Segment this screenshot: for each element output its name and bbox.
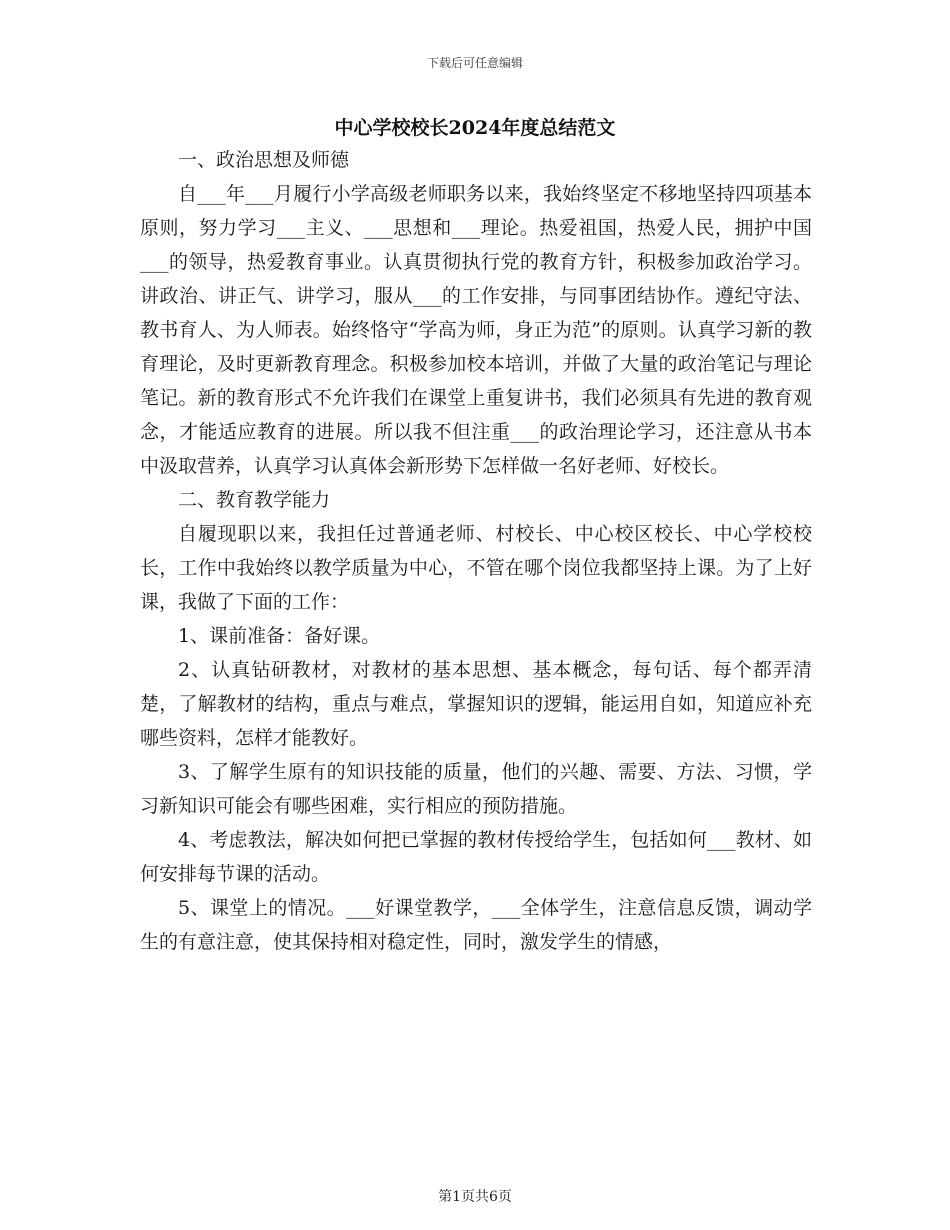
paragraph: 自___年___月履行小学高级老师职务以来，我始终坚定不移地坚持四项基本原则，努力学习___主义、___思想和___理论。热爱祖国，热爱人民，拥护中国___的领导，热爱教育事业。认真贯彻执行党的教育方针，积极参加政治学习。讲政治、讲正气、讲学习，服从___的工作安排，与同事团结协作。遵纪守法、教书育人、为人师表。始终恪守“学高为师，身正为范”的原则。认真学习新的教育理论，及时更新教育理念。积极参加校本培训，并做了大量的政治笔记与理论笔记。新的教育形式不允许我们在课堂上重复讲书，我们必须具有先进的教育观念，才能适应教育的进展。所以我不但注重___的政治理论学习，还注意从书本中汲取营养，认真学习认真体会新形势下怎样做一名好老师、好校长。 [140,183,812,477]
header-note: 下载后可任意编辑 [426,56,523,70]
list-item: 5、课堂上的情况。___好课堂教学，___全体学生，注意信息反馈，调动学生的有意注意，使其保持相对稳定性，同时，激发学生的情感， [140,897,812,953]
document-title: 中心学校校长2024年度总结范文 [334,117,616,139]
list-item: 2、认真钻研教材，对教材的基本思想、基本概念，每句话、每个都弄清楚，了解教材的结构，重点与难点，掌握知识的逻辑，能运用自如，知道应补充哪些资料，怎样才能教好。 [140,659,812,749]
document-body [140,143,812,959]
section-heading-2: 二、教育教学能力 [178,489,331,511]
page-number: 第1页共6页 [438,1189,512,1205]
section-heading-1: 一、政治思想及师德 [178,149,350,171]
paragraph: 自履现职以来，我担任过普通老师、村校长、中心校区校长、中心学校校长，工作中我始终以教学质量为中心，不管在哪个岗位我都坚持上课。为了上好课，我做了下面的工作： [140,523,812,613]
list-item: 3、了解学生原有的知识技能的质量，他们的兴趣、需要、方法、习惯，学习新知识可能会有哪些困难，实行相应的预防措施。 [140,761,812,817]
list-item: 4、考虑教法，解决如何把已掌握的教材传授给学生，包括如何___教材、如何安排每节课的活动。 [140,829,812,885]
list-item: 1、课前准备：备好课。 [178,625,381,647]
